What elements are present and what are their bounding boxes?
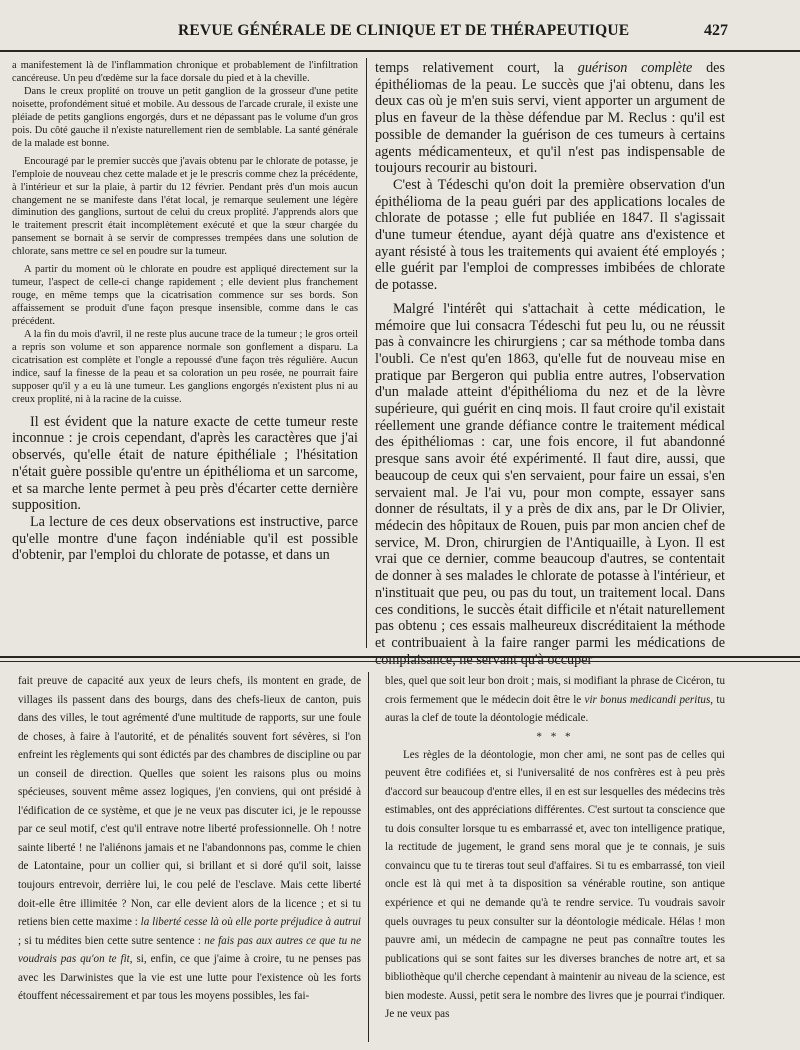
- text-span: bles, quel que soit leur bon droit ; mais, si modifiant la phrase de Cicéron, tu crois fermement que le médecin doit être le: [385, 675, 725, 706]
- column-divider: [368, 672, 369, 1042]
- page-number: 427: [704, 22, 728, 39]
- top-left-column: [12, 60, 358, 650]
- observation-paragraph: A partir du moment où le chlorate en poudre est appliqué directement sur la tumeur, l'aspect de celle-ci change rapidement ; elle devient plus franchement rouge, en même temps que la cicatrisation commence sur ses bords. Son affaissement se produit d'une façon presque insensible, comme dans le cas précédent.: [12, 264, 358, 328]
- column-divider: [366, 58, 367, 648]
- observation-paragraph: Encouragé par le premier succès que j'avais obtenu par le chlorate de potasse, je l'emploie de nouveau chez cette malade et je le prescris comme chez la précédente, à l'intérieur et sur la plaie, à partir du 12 février. Pendant près d'un mois aucun changement ne se manifeste dans l'état local, je remarque seulement une légère diminution des ganglions, surtout de celui du creux proplité. J'apprends alors que le traitement prescrit était incomplètement exécuté et que la sœur chargée du pansement se bornait à se servir de compresses trempées dans une solution de chlorate, sans mettre ce sel en poudre sur la tumeur.: [12, 155, 358, 258]
- journal-title: REVUE GÉNÉRALE DE CLINIQUE ET DE THÉRAPEUTIQUE: [178, 22, 630, 39]
- top-right-column: [375, 60, 725, 668]
- observation-paragraph: Dans le creux proplité on trouve un petit ganglion de la grosseur d'une petite noisette, profondément situé et mobile. Au dessous de l'arcade crurale, il existe une pléiade de petits ganglions engorgés, durs et ne dépassant pas le volume d'un gros pois. Du côté gauche il n'existe naturellement rien de semblable. La santé générale de la malade est bonne.: [12, 85, 358, 149]
- observation-paragraph: a manifestement là de l'inflammation chronique et probablement de l'infiltration cancéreuse. Un peu d'œdème sur la face dorsale du pied et à la cheville.: [12, 60, 358, 84]
- emphasis-text: vir bonus medicandi peritus: [584, 693, 711, 706]
- feuilleton-paragraph: Les règles de la déontologie, mon cher ami, ne sont pas de celles qui peuvent être codifiées et, si l'universalité de nos confrères est à peu près d'accord sur beaucoup d'entre elles, il en est sur lesquelles des médecins très estimables, ont des appréciations différentes. C'est surtout ta conscience que tu dois consulter lorsque tu es embarrassé et, avec ton intelligence pratique, la rectitude de jugement, le grand sens moral que je te connais, je suis convaincu que tu te tireras tout seul d'affaires. Si tu es embarrassé, ton vieil oncle est là qui met à ta disposition sa vénérable routine, son antique expérience et qui ne demande qu'à te rendre service. Tu voudrais savoir quels ouvrages tu peux consulter sur la déontologie médicale. Hélas ! mon pauvre ami, un médecin de campagne ne peut pas connaître toutes les publications qui se sont faites sur les diverses branches de notre art, et sa bibliothèque qu'il cherche cependant à maintenir au niveau de la science, est bien modeste. Aussi, petit sera le nombre des livres que je pourrai t'indiquer. Je ne veux pas: [385, 748, 725, 1021]
- body-paragraph: Malgré l'intérêt qui s'attachait à cette médication, le mémoire que lui consacra Tédeschi fut peu lu, ou ne réussit pas à convaincre les chirurgiens ; car sa méthode tomba dans l'oubli. Ce n'est qu'en 1863, qu'elle fut de nouveau mise en pratique par Bergeron qui publia entre autres, l'observation d'un malade atteint d'épithélioma du nez et de la lèvre supérieure, qui guérit en cinq mois. Il faut croire qu'il existait réellement une grande défiance contre le traitement médical des épithéliomas : car, une fois encore, il fut abandonné presque sans avoir été expérimenté. Il faut dire, aussi, que beaucoup de ceux qui s'en servaient, pour faire un essai, s'en servaient mal. Je l'ai vu, pour mon compte, essayer sans donner de résultats, il y a près de dix ans, par le Dr Olivier, médecin des hôpitaux de Rouen, puis par mon ancien chef de service, M. Dron, chirurgien de l'Antiquaille, à Lyon. Il est vrai que ce dernier, comme beaucoup d'autres, se contentait de donner à ses malades le chlorate de potasse à l'intérieur, et n'instituait que peu, ou pas du tout, un traitement local. Dans ces conditions, le succès était difficile et n'était naturellement pas obtenu ; ces essais malheureux discréditaient la méthode et contribuaient à la faire ranger parmi les médications de complaisance, ne servant qu'à occuper: [375, 300, 725, 668]
- observation-paragraph: A la fin du mois d'avril, il ne reste plus aucune trace de la tumeur ; le gros orteil a repris son volume et son apparence normale son gonflement a disparu. La cicatrisation est complète et l'ongle a repoussé d'une façon très régulière. Aucun indice, sauf la finesse de la peau et sa coloration un peu rosée, ne pourrait faire supposer qu'il y a eu là une tumeur. Les ganglions engorgés n'existent plus ni au creux proplité, ni à la racine de la cuisse.: [12, 329, 358, 405]
- emphasis-text: la liberté cesse là où elle porte préjudice à autrui: [140, 916, 362, 929]
- section-rule: [0, 656, 800, 658]
- emphasis-text: ne fais pas aux autres ce que tu ne voudrais pas qu'on te fit: [18, 934, 362, 966]
- section-break-stars: * * *: [536, 730, 574, 743]
- text-span: , si, enfin, ce que j'aime à croire, tu ne penses pas avec les Darwinistes que la vie est une lutte pour l'existence où les forts étouffent nécessairement et par tous les moyens possibles, les fai-: [18, 953, 361, 1003]
- text-span: ; si tu médites bien cette sutre sentence :: [18, 934, 205, 947]
- running-header: [0, 22, 800, 46]
- bottom-left-column: [18, 672, 361, 1044]
- section-rule-thin: [0, 661, 800, 662]
- text-span: des épithéliomas de la peau. Le succès que j'ai obtenu, dans les deux cas où je m'en suis servi, vient apporter un argument de plus en faveur de la thèse défendue par M. Reclus : qu'il est possible de demander la guérison de ces tumeurs à certains agents médicamenteux, et qu'il n'est pas indispensable de toujours recourir au bistouri.: [375, 60, 725, 177]
- header-rule: [0, 50, 800, 52]
- body-paragraph: Il est évident que la nature exacte de cette tumeur reste inconnue : je crois cependant, d'après les caractères que j'ai observés, qu'elle était de nature épithéliale ; l'hésitation n'était guère possible qu'entre un épithélioma et un sarcome, et sa marche lente permet à peu près d'écarter cette dernière supposition.: [12, 413, 358, 514]
- bottom-right-column: [385, 672, 725, 1044]
- body-paragraph: C'est à Tédeschi qu'on doit la première observation d'un épithélioma de la peau guéri par des applications locales de chlorate de potasse ; elle fut publiée en 1847. Il s'agissait d'une tumeur étendue, ayant déjà quatre ans d'existence et ayant résisté à tous les traitements qui avaient été employés ; elle guérit par l'emploi de compresses imbibées de chlorate de potasse.: [375, 176, 725, 294]
- emphasis-text: guérison complète: [577, 60, 693, 76]
- body-paragraph: La lecture de ces deux observations est instructive, parce qu'elle montre d'une façon indéniable qu'il est possible d'obtenir, par l'emploi du chlorate de potasse, et dans un: [12, 514, 358, 564]
- feuilleton-paragraph: [385, 672, 725, 728]
- text-span: , tu auras la clef de toute la déontologie médicale.: [385, 693, 725, 725]
- text-span: temps relativement court, la: [375, 60, 578, 76]
- body-paragraph: [375, 60, 725, 177]
- feuilleton-paragraph: [18, 672, 361, 1006]
- text-span: fait preuve de capacité aux yeux de leurs chefs, ils montent en grade, de villages ils passent dans des bourgs, dans des chefs-lieux de canton, puis dans des villes, le tout agrémenté d'une multitude de rapports, sur une foule de choses, à faire à l'autorité, et de pénalités souvent fort sévères, si l'on enfreint les règlements qui sont édictés par des chambres de discipline ou par un conseil de direction. Quelles que soient les raisons plus ou moins spécieuses, souvent même assez logiques, j'en conviens, qui ont présidé à l'édification de ce système, et que je ne veux pas discuter ici, je le repousse par ce seul motif, c'est qu'il entrave notre liberté professionnelle. Oh ! notre sainte liberté ! ne l'aliénons jamais et ne l'abandonnons pas, comme le chien de Latontaine, pour un collier qui, si brillant et si doré qu'il soit, laisse toujours entrevoir, derrière lui, le cou pelé de l'esclave. Mais cette liberté doit-elle être illimitée ? Non, car elle devient alors de la licence ; et si tu retiens bien cette maxime :: [18, 675, 361, 929]
